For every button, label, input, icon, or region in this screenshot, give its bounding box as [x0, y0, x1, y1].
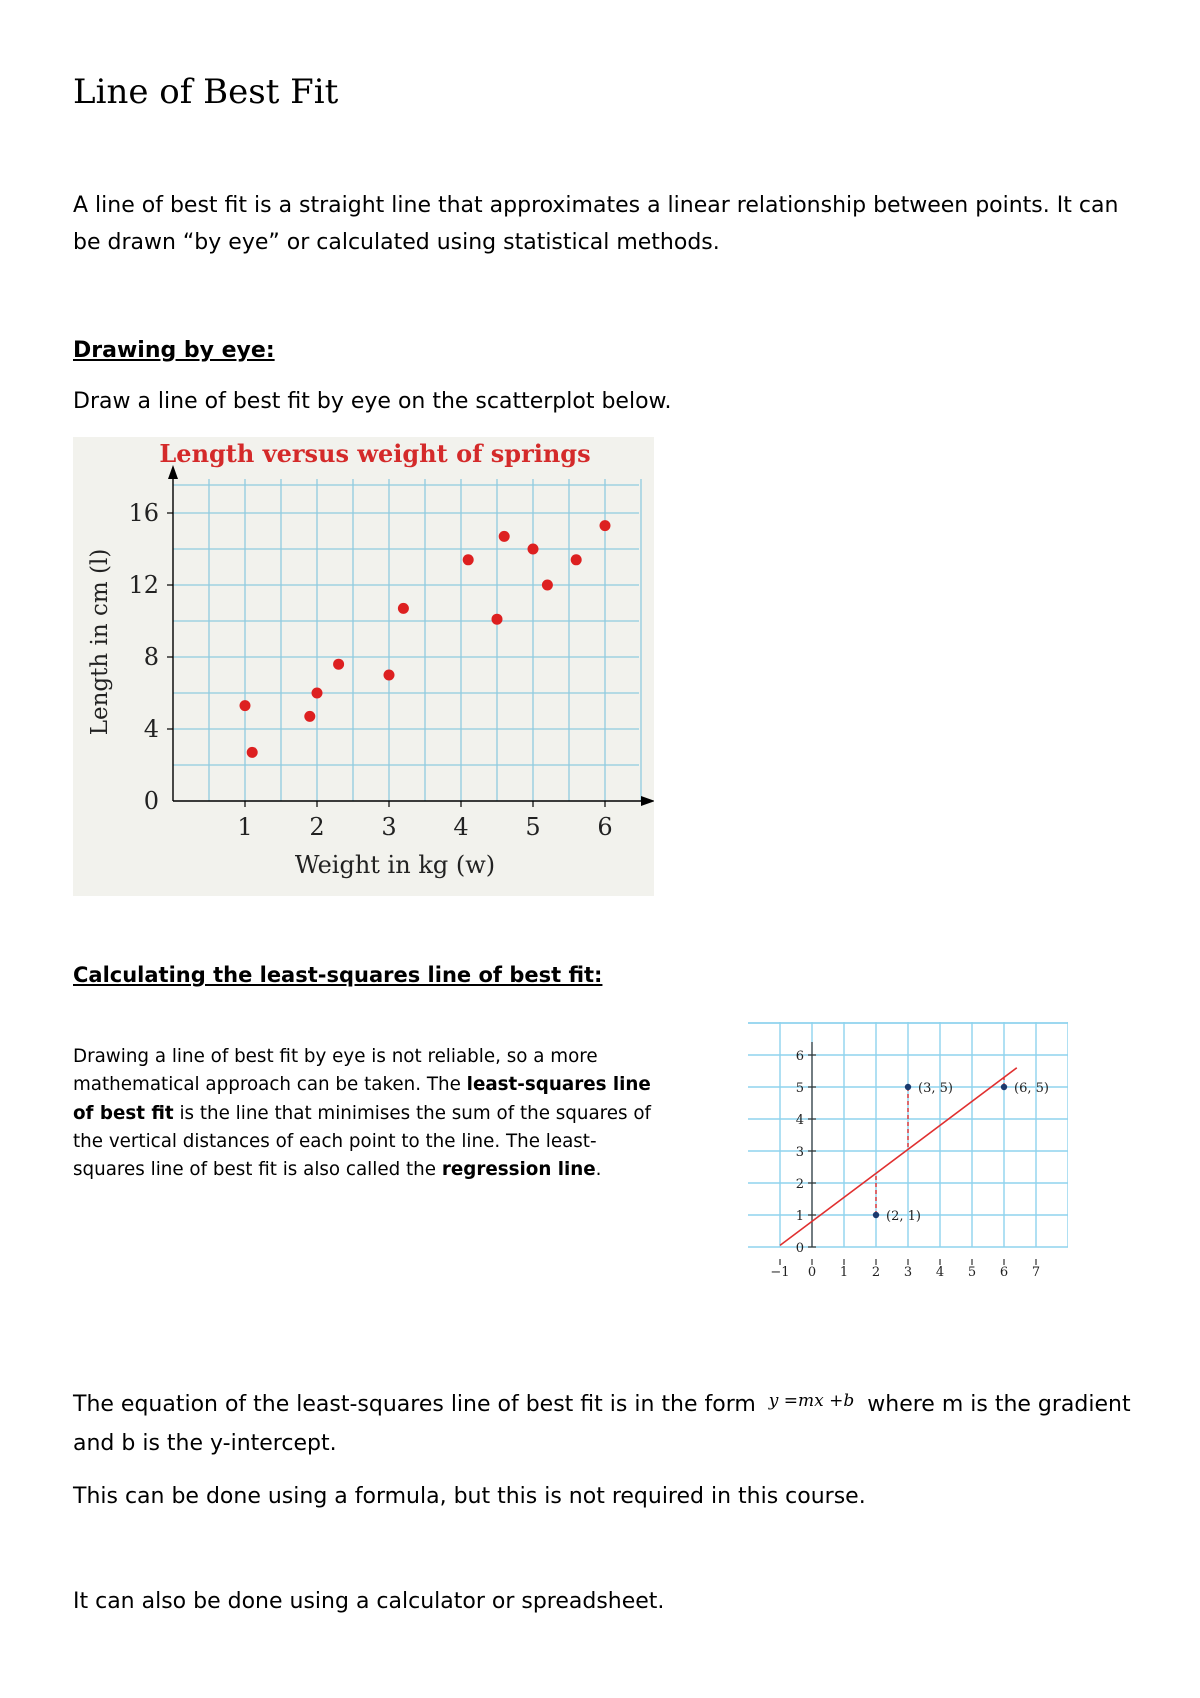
chart-title: Length versus weight of springs [159, 439, 591, 468]
x-tick-label: 5 [967, 1265, 977, 1277]
y-axis-label: Length in cm (l) [87, 548, 113, 736]
data-point [398, 603, 409, 614]
regression-diagram-svg [748, 1022, 1068, 1277]
least-squares-text-1: Drawing a line of best fit by eye is not reliable, so a more mathematical approach can be taken. The [73, 1046, 598, 1096]
page-title: Line of Best Fit [73, 72, 339, 112]
point-label: (2, 1) [886, 1209, 921, 1224]
x-tick-label: 0 [807, 1265, 817, 1277]
y-tick-label: 2 [795, 1177, 804, 1192]
y-tick-label: 3 [795, 1145, 804, 1160]
x-tick-label: 1 [237, 813, 253, 841]
y-tick-label: 1 [795, 1209, 804, 1224]
intro-paragraph: A line of best fit is a straight line that approximates a linear relationship between points. It can be drawn “by eye” or calculated using statistical methods. [73, 193, 1119, 255]
data-point [1001, 1084, 1007, 1090]
data-point [312, 688, 323, 699]
y-tick-label: 5 [795, 1081, 804, 1096]
data-point [333, 659, 344, 670]
data-point [528, 544, 539, 555]
x-tick-label: 3 [903, 1265, 913, 1277]
least-squares-text-3: . [595, 1159, 602, 1181]
springs-scatterplot-svg [73, 437, 654, 896]
x-tick-label: 6 [999, 1265, 1009, 1277]
y-tick-label: 0 [795, 1241, 804, 1256]
data-point [240, 700, 251, 711]
y-tick-label: 8 [143, 643, 159, 671]
drawing-by-eye-instruction: Draw a line of best fit by eye on the scatterplot below. [73, 389, 672, 414]
data-point [542, 580, 553, 591]
x-tick-label: 3 [381, 813, 397, 841]
data-point [499, 531, 510, 542]
y-tick-label: 4 [795, 1113, 804, 1128]
least-squares-text-2: is the line that minimises the sum of the squares of the vertical distances of each point to the line. The least-squares line of best fit is also called the [73, 1102, 651, 1181]
x-tick-label: 6 [597, 813, 613, 841]
x-tick-label: 7 [1031, 1265, 1041, 1277]
y-tick-label: 4 [143, 715, 159, 743]
equation-text-after: where m is the gradient and b is the y-intercept. [73, 1392, 1131, 1456]
data-point [571, 554, 582, 565]
data-point [247, 747, 258, 758]
data-point [873, 1212, 879, 1218]
x-tick-label: −1 [770, 1265, 790, 1277]
x-tick-label: 2 [309, 813, 325, 841]
data-point [463, 554, 474, 565]
y-tick-label: 6 [795, 1049, 804, 1064]
x-tick-label: 4 [453, 813, 469, 841]
data-point [492, 614, 503, 625]
x-tick-label: 1 [839, 1265, 849, 1277]
data-point [384, 670, 395, 681]
equation-text-before: The equation of the least-squares line of best fit is in the form [73, 1392, 763, 1417]
point-label: (6, 5) [1014, 1081, 1049, 1096]
x-tick-label: 4 [935, 1265, 945, 1277]
x-tick-label: 2 [871, 1265, 881, 1277]
regression-diagram [748, 1022, 1068, 1277]
calculator-note: It can also be done using a calculator or spreadsheet. [73, 1589, 665, 1614]
x-tick-label: 5 [525, 813, 541, 841]
least-squares-heading: Calculating the least-squares line of best fit: [73, 963, 603, 987]
springs-scatterplot [73, 437, 654, 896]
x-axis-arrow [641, 796, 654, 806]
least-squares-term: least-squares line of best fit [73, 1074, 651, 1124]
data-point [304, 711, 315, 722]
y-tick-label: 16 [128, 499, 159, 527]
formula-note: This can be done using a formula, but this is not required in this course. [73, 1484, 866, 1509]
y-tick-label: 12 [128, 571, 159, 599]
data-point [905, 1084, 911, 1090]
point-label: (3, 5) [918, 1081, 953, 1096]
drawing-by-eye-heading: Drawing by eye: [73, 338, 275, 363]
least-squares-paragraph [73, 1043, 663, 1184]
equation-formula: y =mx +b [768, 1391, 855, 1411]
data-point [600, 520, 611, 531]
x-axis-label: Weight in kg (w) [294, 851, 496, 879]
regression-line-term: regression line [441, 1159, 596, 1181]
equation-paragraph [73, 1386, 1133, 1462]
y-tick-label: 0 [143, 787, 159, 815]
